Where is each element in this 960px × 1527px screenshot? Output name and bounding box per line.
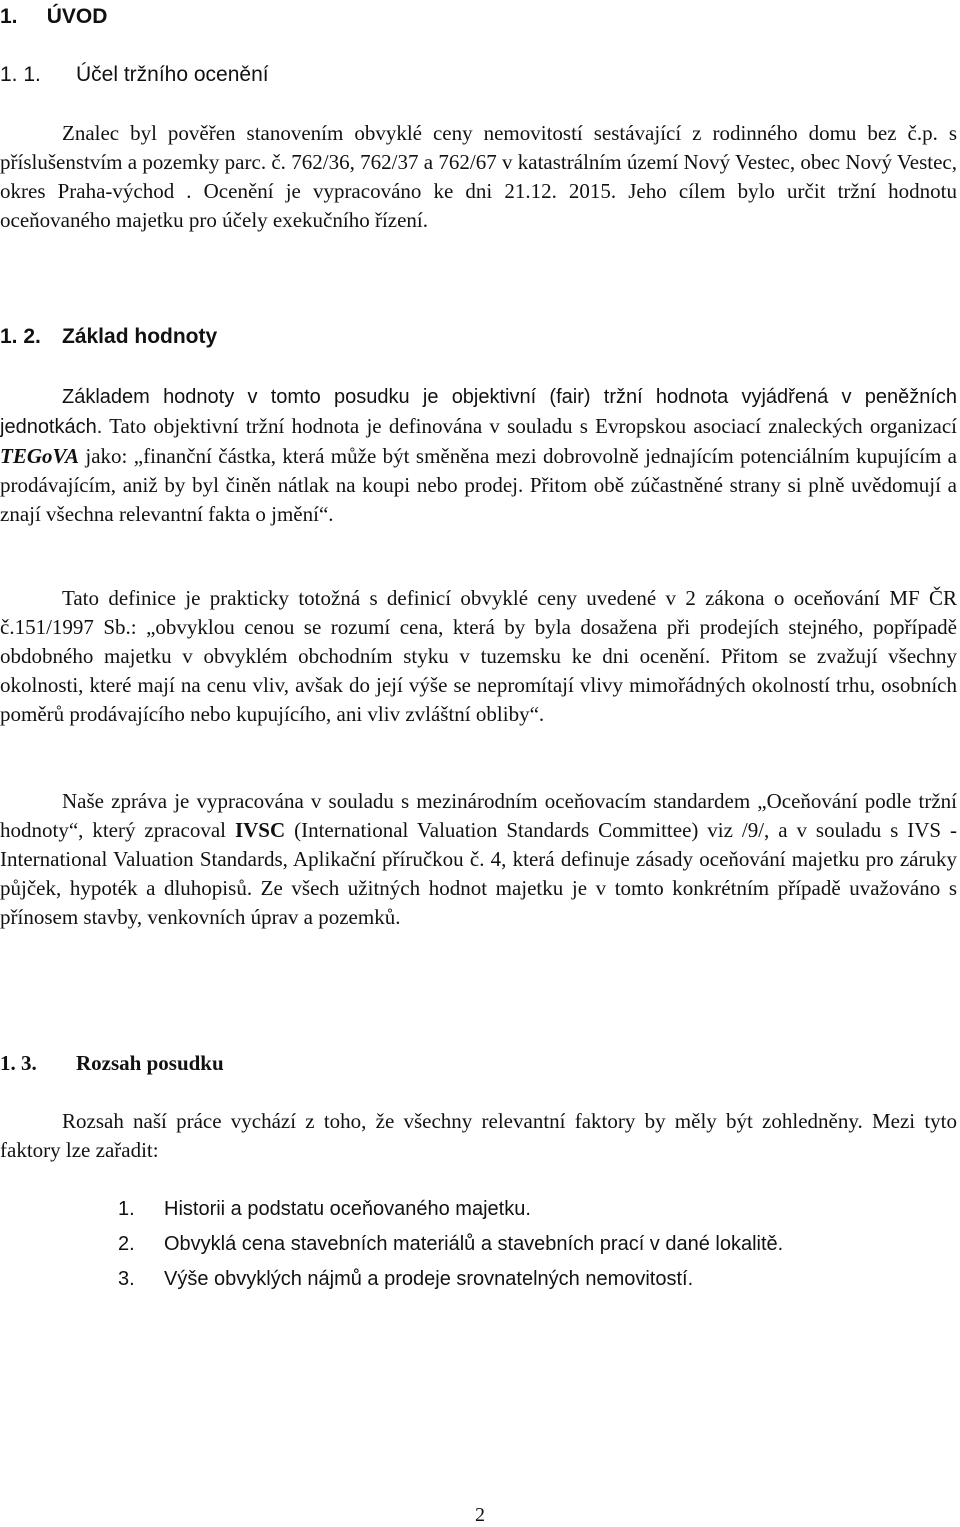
basis-paragraph-3: Naše zpráva je vypracována v souladu s mezinárodním oceňovacím standardem „Oceňování podle tržní hodnoty“, který zpracoval IVSC (International Valuation Standards Committee) viz /9/, a v souladu s IVS - International Valuation Standards, Aplikační příručkou č. 4, která definuje zásady oceňování majetku pro záruky půjček, hypoték a dluhopisů. Ze všech užitných hodnot majetku je v tomto konkrétním případě uvažováno s přínosem stavby, venkovních úprav a pozemků.	[0, 789, 958, 929]
chapter-heading	[0, 2, 107, 32]
list-item: 1. Historii a podstatu oceňovaného majetku.	[118, 1198, 531, 1220]
section-heading-1-1	[0, 60, 269, 90]
chapter-title: ÚVOD	[46, 5, 108, 28]
section-heading-1-3	[0, 1048, 224, 1078]
basis-paragraph-1: Základem hodnoty v tomto posudku je objektivní (fair) tržní hodnota vyjádřená v peněžních jednotkách. Tato objektivní tržní hodnota je definována v souladu s Evropskou asociací znaleckých organizací TEGoVA jako: „finanční částka, která může být směněna mezi dobrovolně jednajícím potenciálním kupujícím a prodávajícím, aniž by byl činěn nátlak na koupi nebo prodej. Přitom obě zúčastněné strany si plně uvědomují a znají všechna relevantní fakta o jmění“.	[0, 386, 957, 526]
tegova-acronym: TEGoVA	[0, 444, 79, 468]
basis-paragraph-2: Tato definice je prakticky totožná s definicí obvyklé ceny uvedené v 2 zákona o oceňování MF ČR č.151/1997 Sb.: „obvyklou cenou se rozumí cena, která by byla dosažena při prodejích stejného, popřípadě obdobného majetku v obvyklém obchodním styku v tuzemsku ke dni ocenění. Přitom se zvažují všechny okolnosti, které mají na cenu vliv, avšak do její výše se nepromítají vlivy mimořádných okolností trhu, osobních poměrů prodávajícího nebo kupujícího, ani vliv zvláštní obliby“.	[0, 586, 957, 726]
section-number: 1. 3.	[0, 1051, 37, 1075]
section-number: 1. 1.	[0, 63, 41, 86]
ivsc-acronym: IVSC	[234, 818, 286, 842]
scope-factors-list	[118, 1195, 783, 1300]
section-number: 1. 2.	[0, 325, 41, 348]
section-title: Účel tržního ocenění	[76, 63, 269, 86]
purpose-paragraph: Znalec byl pověřen stanovením obvyklé ceny nemovitostí sestávající z rodinného domu bez č.p. s příslušenstvím a pozemky parc. č. 762/36, 762/37 a 762/67 v katastrálním území Nový Vestec, obec Nový Vestec, okres Praha-východ . Ocenění je vypracováno ke dni 21.12. 2015. Jeho cílem bylo určit tržní hodnotu oceňovaného majetku pro účely exekučního řízení.	[0, 121, 957, 232]
section-title: Základ hodnoty	[62, 325, 218, 348]
chapter-number: 1.	[0, 5, 18, 28]
page-number: 2	[475, 1504, 485, 1526]
section-heading-1-2	[0, 322, 217, 352]
section-title: Rozsah posudku	[76, 1051, 224, 1075]
list-item: 2. Obvyklá cena stavebních materiálů a stavebních prací v dané lokalitě.	[118, 1233, 784, 1255]
list-item: 3. Výše obvyklých nájmů a prodeje srovnatelných nemovitostí.	[118, 1268, 694, 1290]
scope-paragraph: Rozsah naší práce vychází z toho, že všechny relevantní faktory by měly být zohledněny. Mezi tyto faktory lze zařadit:	[0, 1109, 957, 1162]
